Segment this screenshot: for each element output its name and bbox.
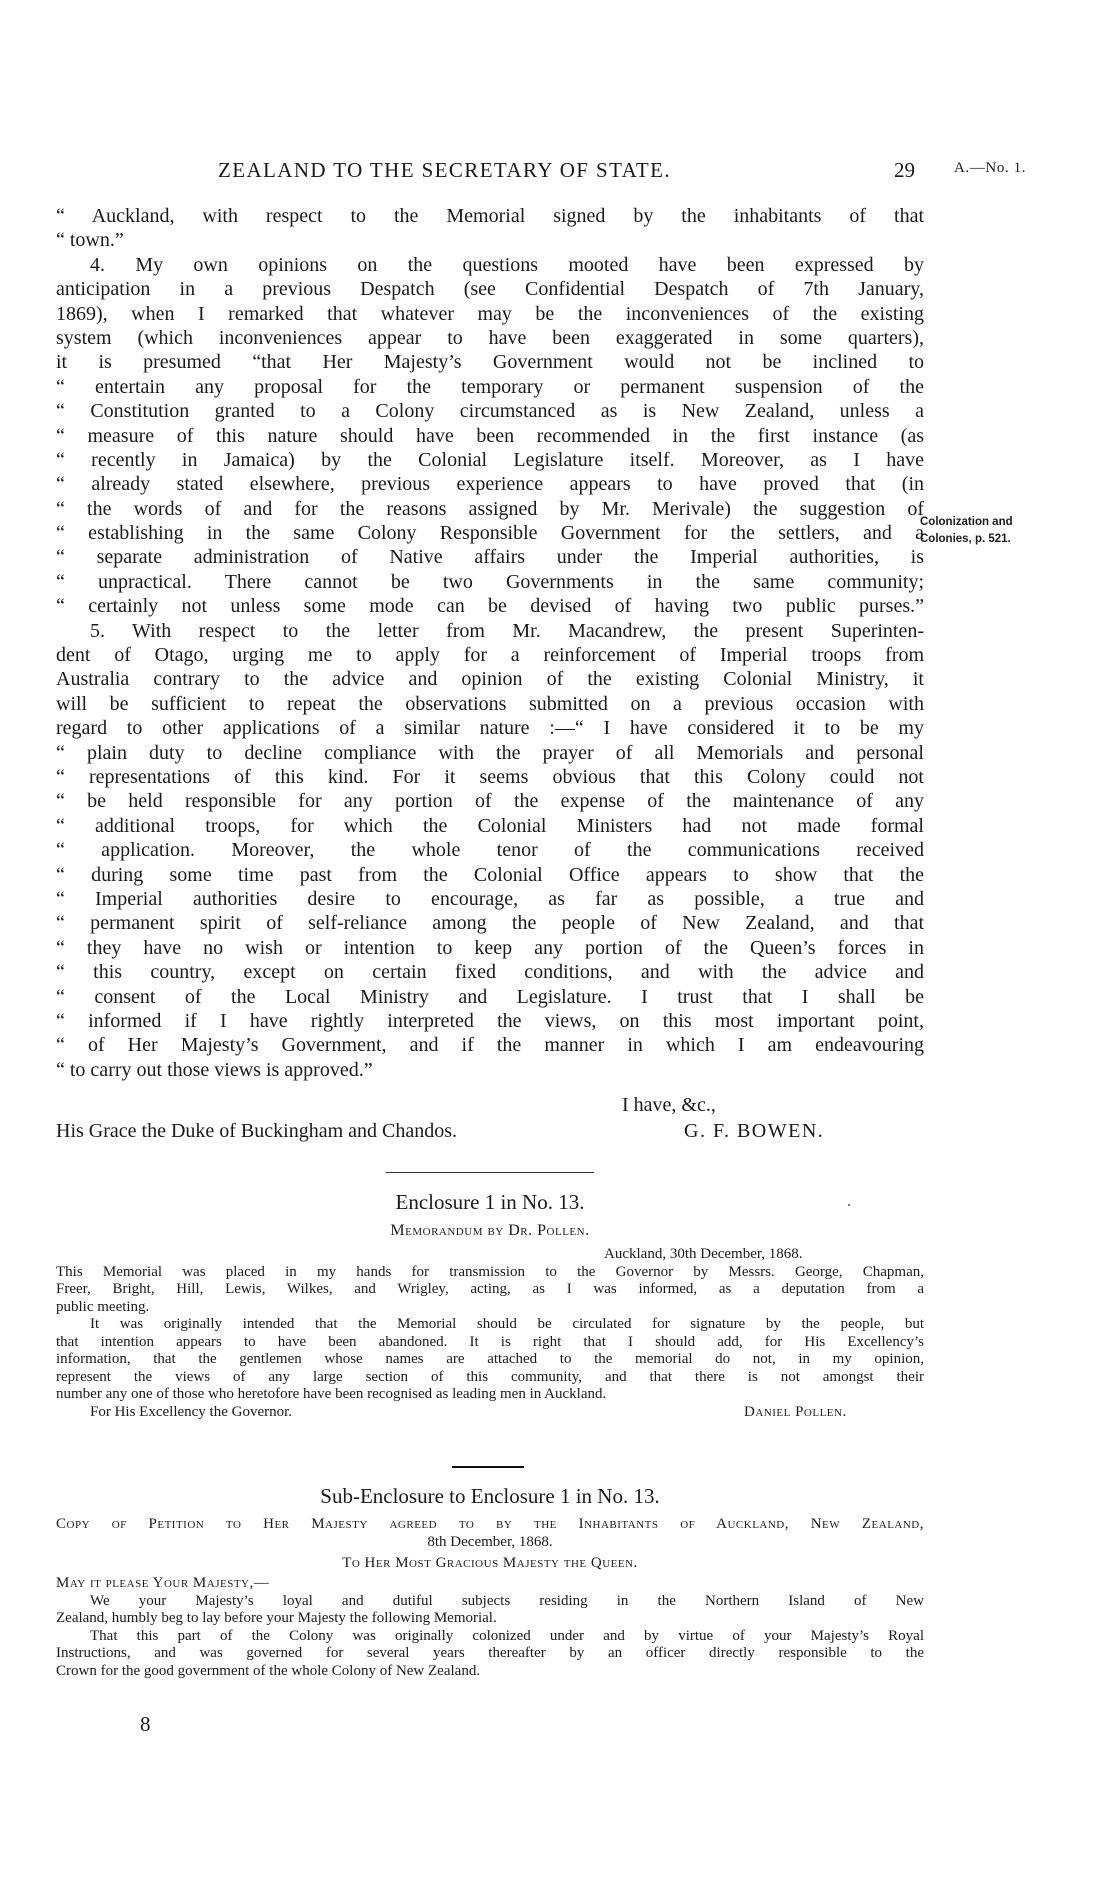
enclosure-line: Freer, Bright, Hill, Lewis, Wilkes, and Wrigley, acting, as I was informed, as a deputation from a: [56, 1281, 924, 1297]
body-line: “ separate administration of Native affairs under the Imperial authorities, is: [56, 546, 924, 569]
running-header: [218, 158, 1078, 188]
petition-line: Zealand, humbly beg to lay before your Majesty the following Memorial.: [56, 1610, 497, 1626]
enclosure-line: information, that the gentlemen whose names are attached to the memorial do not, in my opinion,: [56, 1351, 924, 1367]
paper-reference: A.—No. 1.: [954, 160, 1027, 176]
margin-note-line: Colonies, p. 521.: [920, 533, 1011, 545]
body-line: will be sufficient to repeat the observations submitted on a previous occasion with: [56, 692, 924, 715]
body-line: regard to other applications of a similar nature :—“ I have considered it to be my: [56, 717, 924, 740]
body-line: “ representations of this kind. For it seems obvious that this Colony could not: [56, 765, 924, 788]
body-line: “ of Her Majesty’s Government, and if the manner in which I am endeavouring: [56, 1034, 924, 1057]
body-line: 5. With respect to the letter from Mr. Macandrew, the present Superinten-: [90, 619, 924, 642]
despatch-body: [56, 204, 924, 1082]
section-divider: [386, 1172, 594, 1173]
body-line: dent of Otago, urging me to apply for a reinforcement of Imperial troops from: [56, 644, 924, 667]
body-line: “ this country, except on certain fixed conditions, and with the advice and: [56, 961, 924, 984]
body-line: “ the words of and for the reasons assigned by Mr. Merivale) the suggestion of: [56, 497, 924, 520]
body-line: “ additional troops, for which the Colonial Ministers had not made formal: [56, 814, 924, 837]
body-line: “ permanent spirit of self-reliance among the people of New Zealand, and that: [56, 912, 924, 935]
enclosure-heading: Enclosure 1 in No. 13.: [395, 1190, 585, 1214]
enclosure-line: number any one of those who heretofore have been recognised as leading men in Auckland.: [56, 1386, 607, 1402]
body-line: “ application. Moreover, the whole tenor of the communications received: [56, 839, 924, 862]
body-line: “ town.”: [56, 229, 124, 252]
body-line: “ recently in Jamaica) by the Colonial Legislature itself. Moreover, as I have: [56, 448, 924, 471]
body-line: “ consent of the Local Ministry and Legislature. I trust that I shall be: [56, 985, 924, 1008]
signature: G. F. BOWEN.: [684, 1120, 825, 1142]
body-line: “ certainly not unless some mode can be devised of having two public purses.”: [56, 595, 924, 618]
body-line: “ Imperial authorities desire to encourage, as far as possible, a true and: [56, 887, 924, 910]
copy-date: 8th December, 1868.: [427, 1533, 553, 1550]
body-line: “ Constitution granted to a Colony circumstanced as is New Zealand, unless a: [56, 400, 924, 423]
body-line: 1869), when I remarked that whatever may be the inconveniences of the existing: [56, 302, 924, 325]
speck: [848, 1204, 850, 1206]
closing-row: [56, 1120, 924, 1146]
petition-salutation: May it please Your Majesty,—: [56, 1575, 270, 1591]
body-line: “ establishing in the same Colony Responsible Government for the settlers, and a: [56, 522, 924, 545]
enclosure-line: public meeting.: [56, 1298, 150, 1315]
enclosure-line: that intention appears to have been abandoned. It is right that I should add, for His Excellency’s: [56, 1333, 924, 1350]
petition-line: That this part of the Colony was originally colonized under and by virtue of your Majesty’s Royal: [90, 1627, 924, 1644]
margin-note: [920, 514, 1013, 548]
signature-mark: 8: [140, 1712, 151, 1736]
body-line: “ plain duty to decline compliance with the prayer of all Memorials and personal: [56, 741, 924, 764]
sub-enclosure-body: [56, 1516, 924, 1680]
body-line: system (which inconveniences appear to have been exaggerated in some quarters),: [56, 326, 924, 349]
body-line: Australia contrary to the advice and opinion of the existing Colonial Ministry, it: [56, 668, 924, 691]
enclosure-signature: Daniel Pollen.: [744, 1403, 847, 1420]
body-line: “ Auckland, with respect to the Memorial signed by the inhabitants of that: [56, 205, 924, 227]
sub-enclosure-heading: Sub-Enclosure to Enclosure 1 in No. 13.: [320, 1484, 660, 1508]
enclosure-body: [56, 1246, 924, 1421]
for-line: For His Excellency the Governor.: [90, 1403, 293, 1420]
enclosure-subheading: Memorandum by Dr. Pollen.: [390, 1222, 590, 1239]
body-line: “ measure of this nature should have been recommended in the first instance (as: [56, 424, 924, 447]
closing-salutation: I have, &c.,: [622, 1094, 716, 1116]
body-line: it is presumed “that Her Majesty’s Government would not be inclined to: [56, 351, 924, 374]
body-line: “ to carry out those views is approved.”: [56, 1058, 373, 1081]
body-line: “ already stated elsewhere, previous experience appears to have proved that (in: [56, 473, 924, 496]
body-line: 4. My own opinions on the questions mooted have been expressed by: [90, 253, 924, 276]
for-line-row: [56, 1404, 924, 1422]
section-divider: [452, 1466, 524, 1468]
body-line: “ be held responsible for any portion of the expense of the maintenance of any: [56, 790, 924, 813]
closing-salutation-row: [56, 1094, 924, 1118]
enclosure-line: It was originally intended that the Memorial should be circulated for signature by the people, but: [90, 1316, 924, 1332]
body-line: “ unpractical. There cannot be two Governments in the same community;: [56, 570, 924, 593]
enclosure-line: represent the views of any large section of this community, and that there is not amongst their: [56, 1368, 924, 1385]
enclosure-line: This Memorial was placed in my hands for transmission to the Governor by Messrs. George, Chapman,: [56, 1263, 924, 1280]
petition-line: We your Majesty’s loyal and dutiful subjects residing in the Northern Island of New: [90, 1592, 924, 1609]
addressee: His Grace the Duke of Buckingham and Chandos.: [56, 1120, 458, 1142]
body-line: anticipation in a previous Despatch (see Confidential Despatch of 7th January,: [56, 278, 924, 301]
page-number: 29: [894, 158, 915, 182]
dateline: Auckland, 30th December, 1868.: [604, 1246, 803, 1262]
body-line: “ entertain any proposal for the temporary or permanent suspension of the: [56, 375, 924, 398]
petition-line: Instructions, and was governed for several years thereafter by an officer directly responsible to the: [56, 1645, 924, 1661]
copy-line: Copy of Petition to Her Majesty agreed to by the Inhabitants of Auckland, New Zealand,: [56, 1516, 924, 1532]
margin-note-line: Colonization and: [920, 516, 1013, 528]
body-line: “ informed if I have rightly interpreted the views, on this most important point,: [56, 1009, 924, 1032]
petition-address: To Her Most Gracious Majesty the Queen.: [342, 1555, 638, 1571]
header-title: ZEALAND TO THE SECRETARY OF STATE.: [218, 158, 671, 182]
petition-line: Crown for the good government of the whole Colony of New Zealand.: [56, 1662, 481, 1679]
body-line: “ during some time past from the Colonial Office appears to show that the: [56, 863, 924, 886]
body-line: “ they have no wish or intention to keep any portion of the Queen’s forces in: [56, 936, 924, 959]
